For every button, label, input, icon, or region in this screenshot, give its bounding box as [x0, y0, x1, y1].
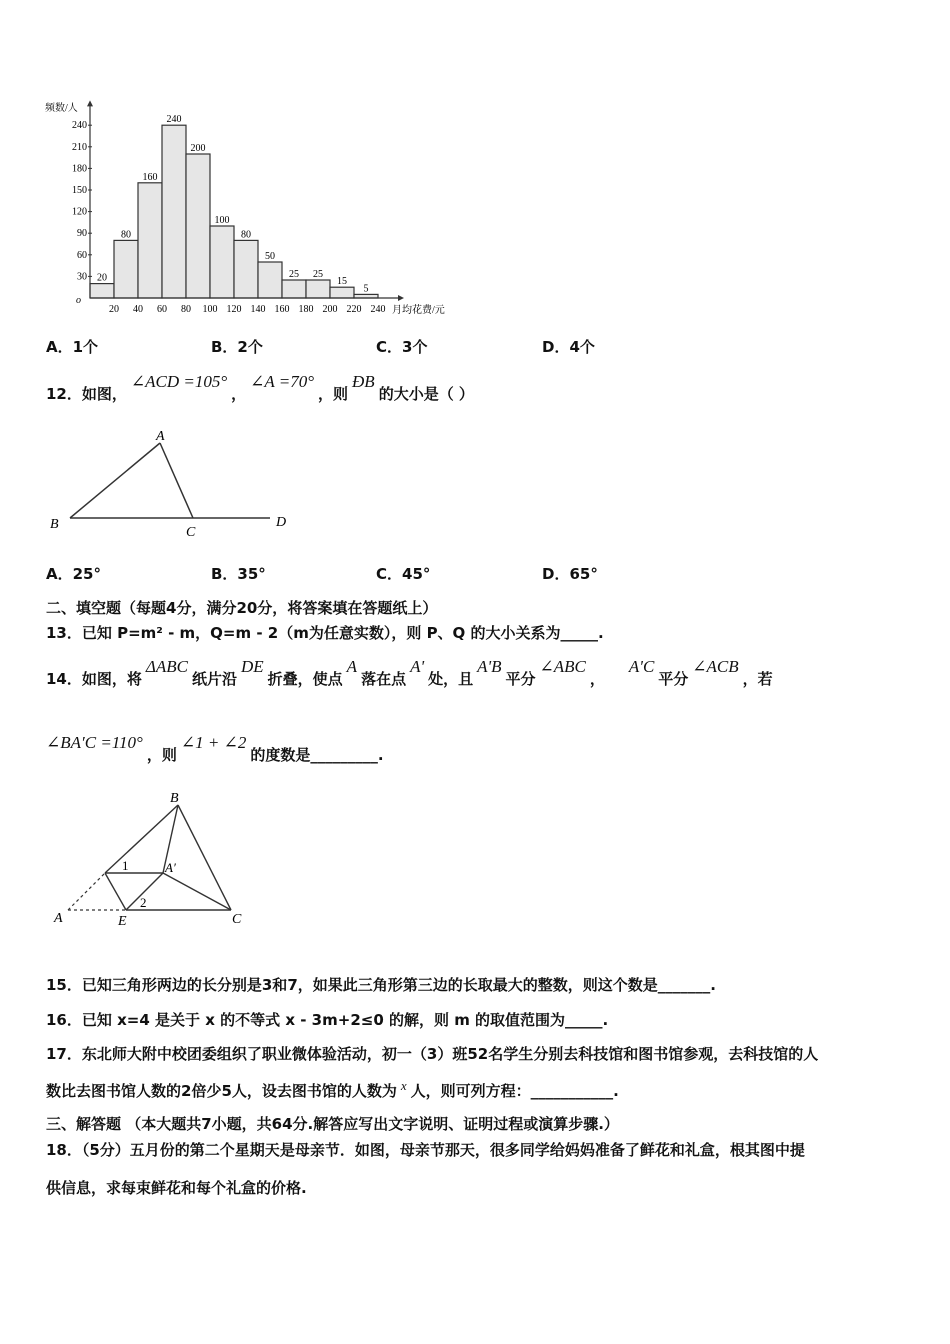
q11-option-a: A．1个: [46, 338, 99, 356]
histogram-bar: [210, 226, 234, 298]
q14-m9: ∠BA′C =110°: [46, 733, 143, 752]
q17-var: x: [400, 1078, 407, 1093]
histogram-bar: [282, 280, 306, 298]
q11-option-d: D．4个: [542, 338, 595, 356]
x-tick-label: 240: [370, 304, 386, 315]
angle-2-label: 2: [140, 895, 147, 910]
q11-option-b: B．2个: [211, 338, 263, 356]
q14-t11: 的度数是_________.: [250, 746, 384, 764]
y-tick-label: 90: [77, 228, 87, 240]
histogram-bar: [114, 240, 138, 298]
bar-value-label: 25: [289, 269, 299, 280]
label-b: B: [50, 517, 59, 532]
histogram-bar: [186, 154, 210, 298]
label-c: C: [232, 912, 242, 927]
histogram-bar: [138, 183, 162, 298]
q12-math-acd: ∠ACD =105°: [130, 372, 228, 391]
q13-question: 13．已知 P=m² - m，Q=m - 2（m为任意实数），则 P、Q 的大小关系为_____.: [46, 624, 604, 642]
label-a: A: [156, 429, 165, 444]
q14-question-line2: [46, 733, 384, 765]
section-2-heading: 二、填空题（每题4分，满分20分，将答案填在答题纸上）: [46, 599, 438, 617]
q15-question: 15．已知三角形两边的长分别是3和7，如果此三角形第三边的长取最大的整数，则这个数是_______.: [46, 976, 716, 994]
x-axis-arrow-icon: [398, 295, 404, 301]
bar-value-label: 100: [214, 215, 230, 226]
x-tick-label: 220: [346, 304, 362, 315]
q12-option-a: A．25°: [46, 565, 101, 583]
q14-t3: 折叠，使点: [267, 670, 343, 688]
q12-question: [46, 372, 474, 404]
y-tick-label: 180: [72, 163, 87, 175]
bar-value-label: 15: [337, 276, 347, 288]
x-tick-label: 140: [250, 304, 266, 315]
q18-question-line1: 18．（5分）五月份的第二个星期天是母亲节．如图，母亲节那天，很多同学给妈妈准备了鲜花和礼盒，根其图中提: [46, 1141, 805, 1159]
x-tick-label: 100: [202, 304, 218, 315]
bar-value-label: 80: [241, 229, 251, 241]
section-3-heading: 三、解答题 （本大题共7小题，共64分.解答应写出文字说明、证明过程或演算步骤.）: [46, 1115, 619, 1133]
q12-option-c: C．45°: [376, 565, 431, 583]
y-tick-label: 210: [72, 141, 87, 153]
q14-t8: 平分: [658, 670, 689, 688]
bar-value-label: 50: [265, 251, 275, 262]
q14-m7: A'C: [628, 657, 655, 676]
q12-triangle-figure: [40, 420, 300, 550]
q16-question: 16．已知 x=4 是关于 x 的不等式 x - 3m+2≤0 的解，则 m 的取值范围为_____.: [46, 1011, 609, 1029]
q14-t4: 落在点: [361, 670, 407, 688]
q14-t10: ，则: [146, 746, 177, 764]
q12-math-a: ∠A =70°: [250, 372, 314, 391]
q11-option-c: C．3个: [376, 338, 428, 356]
q14-fold-figure: [40, 780, 270, 930]
label-c: C: [186, 525, 196, 540]
q12-option-d: D．65°: [542, 565, 598, 583]
histogram-bar: [258, 262, 282, 298]
x-tick-label: 40: [133, 304, 143, 315]
q12-text-mid: ，则: [318, 385, 349, 403]
q12-text-end: 的大小是（ ）: [378, 385, 474, 403]
q14-t9: ，若: [742, 670, 773, 688]
x-tick-label: 20: [109, 304, 119, 315]
histogram-bar: [306, 280, 330, 298]
bar-value-label: 20: [97, 272, 107, 284]
q14-t1: 14．如图，将: [46, 670, 142, 688]
label-b: B: [170, 791, 179, 806]
bar-value-label: 200: [190, 143, 206, 154]
q12-text: 12．如图，: [46, 385, 127, 403]
q12-sep: ，: [231, 385, 247, 403]
q17-t2: 人，则可列方程：___________.: [410, 1082, 619, 1100]
x-tick-label: 180: [298, 304, 314, 315]
label-d: D: [276, 515, 287, 530]
origin-label: o: [76, 295, 81, 306]
histogram-bar: [234, 240, 258, 298]
x-axis-label: 月均花费/元: [392, 305, 445, 316]
x-tick-label: 160: [274, 304, 290, 315]
q14-t7: ，: [589, 670, 605, 688]
histogram-bar: [162, 125, 186, 298]
x-tick-label: 80: [181, 304, 191, 315]
q14-t6: 平分: [505, 670, 536, 688]
bar-value-label: 25: [313, 269, 323, 280]
label-e: E: [118, 914, 127, 929]
q17-t1: 数比去图书馆人数的2倍少5人，设去图书馆的人数为: [46, 1082, 397, 1100]
x-tick-label: 200: [322, 304, 338, 315]
y-tick-label: 60: [77, 249, 87, 261]
bar-value-label: 5: [363, 283, 369, 295]
y-tick-label: 150: [72, 185, 87, 196]
histogram-chart: [40, 95, 460, 325]
label-a: A: [54, 911, 63, 926]
q17-question-line1: 17．东北师大附中校团委组织了职业微体验活动，初一（3）班52名学生分别去科技馆和图书馆参观，去科技馆的人: [46, 1045, 819, 1063]
q17-question-line2: [46, 1080, 619, 1101]
q18-question-line2: 供信息，求每束鲜花和每个礼盒的价格.: [46, 1179, 307, 1197]
q14-t2: 纸片沿: [191, 670, 237, 688]
histogram-bar: [330, 287, 354, 298]
q12-math-b: ÐB: [352, 372, 375, 391]
q14-m4: A': [410, 657, 425, 676]
q14-m10: ∠1 + ∠2: [180, 733, 247, 752]
bar-value-label: 240: [166, 114, 182, 126]
y-tick-label: 240: [72, 120, 87, 132]
histogram-bar: [90, 284, 114, 298]
angle-1-label: 1: [122, 858, 129, 873]
bar-value-label: 80: [121, 229, 131, 241]
y-tick-label: 30: [77, 271, 87, 283]
q14-m8: ∠ACB: [692, 657, 739, 676]
x-tick-label: 120: [226, 304, 242, 315]
q14-m6: ∠ABC: [539, 657, 586, 676]
y-axis-arrow-icon: [87, 100, 93, 106]
y-axis-label: 频数/人: [45, 103, 78, 114]
q14-question-line1: [46, 657, 773, 689]
x-tick-label: 60: [157, 304, 167, 315]
q14-m5: A'B: [477, 657, 502, 676]
y-tick-label: 120: [72, 206, 87, 218]
q14-t5: 处，且: [428, 670, 474, 688]
q14-m2: DE: [240, 657, 264, 676]
bar-value-label: 160: [142, 171, 158, 183]
q14-m3: A: [346, 657, 358, 676]
q12-option-b: B．35°: [211, 565, 266, 583]
label-a-prime: A′: [165, 860, 176, 875]
q14-m1: ΔABC: [145, 657, 188, 676]
